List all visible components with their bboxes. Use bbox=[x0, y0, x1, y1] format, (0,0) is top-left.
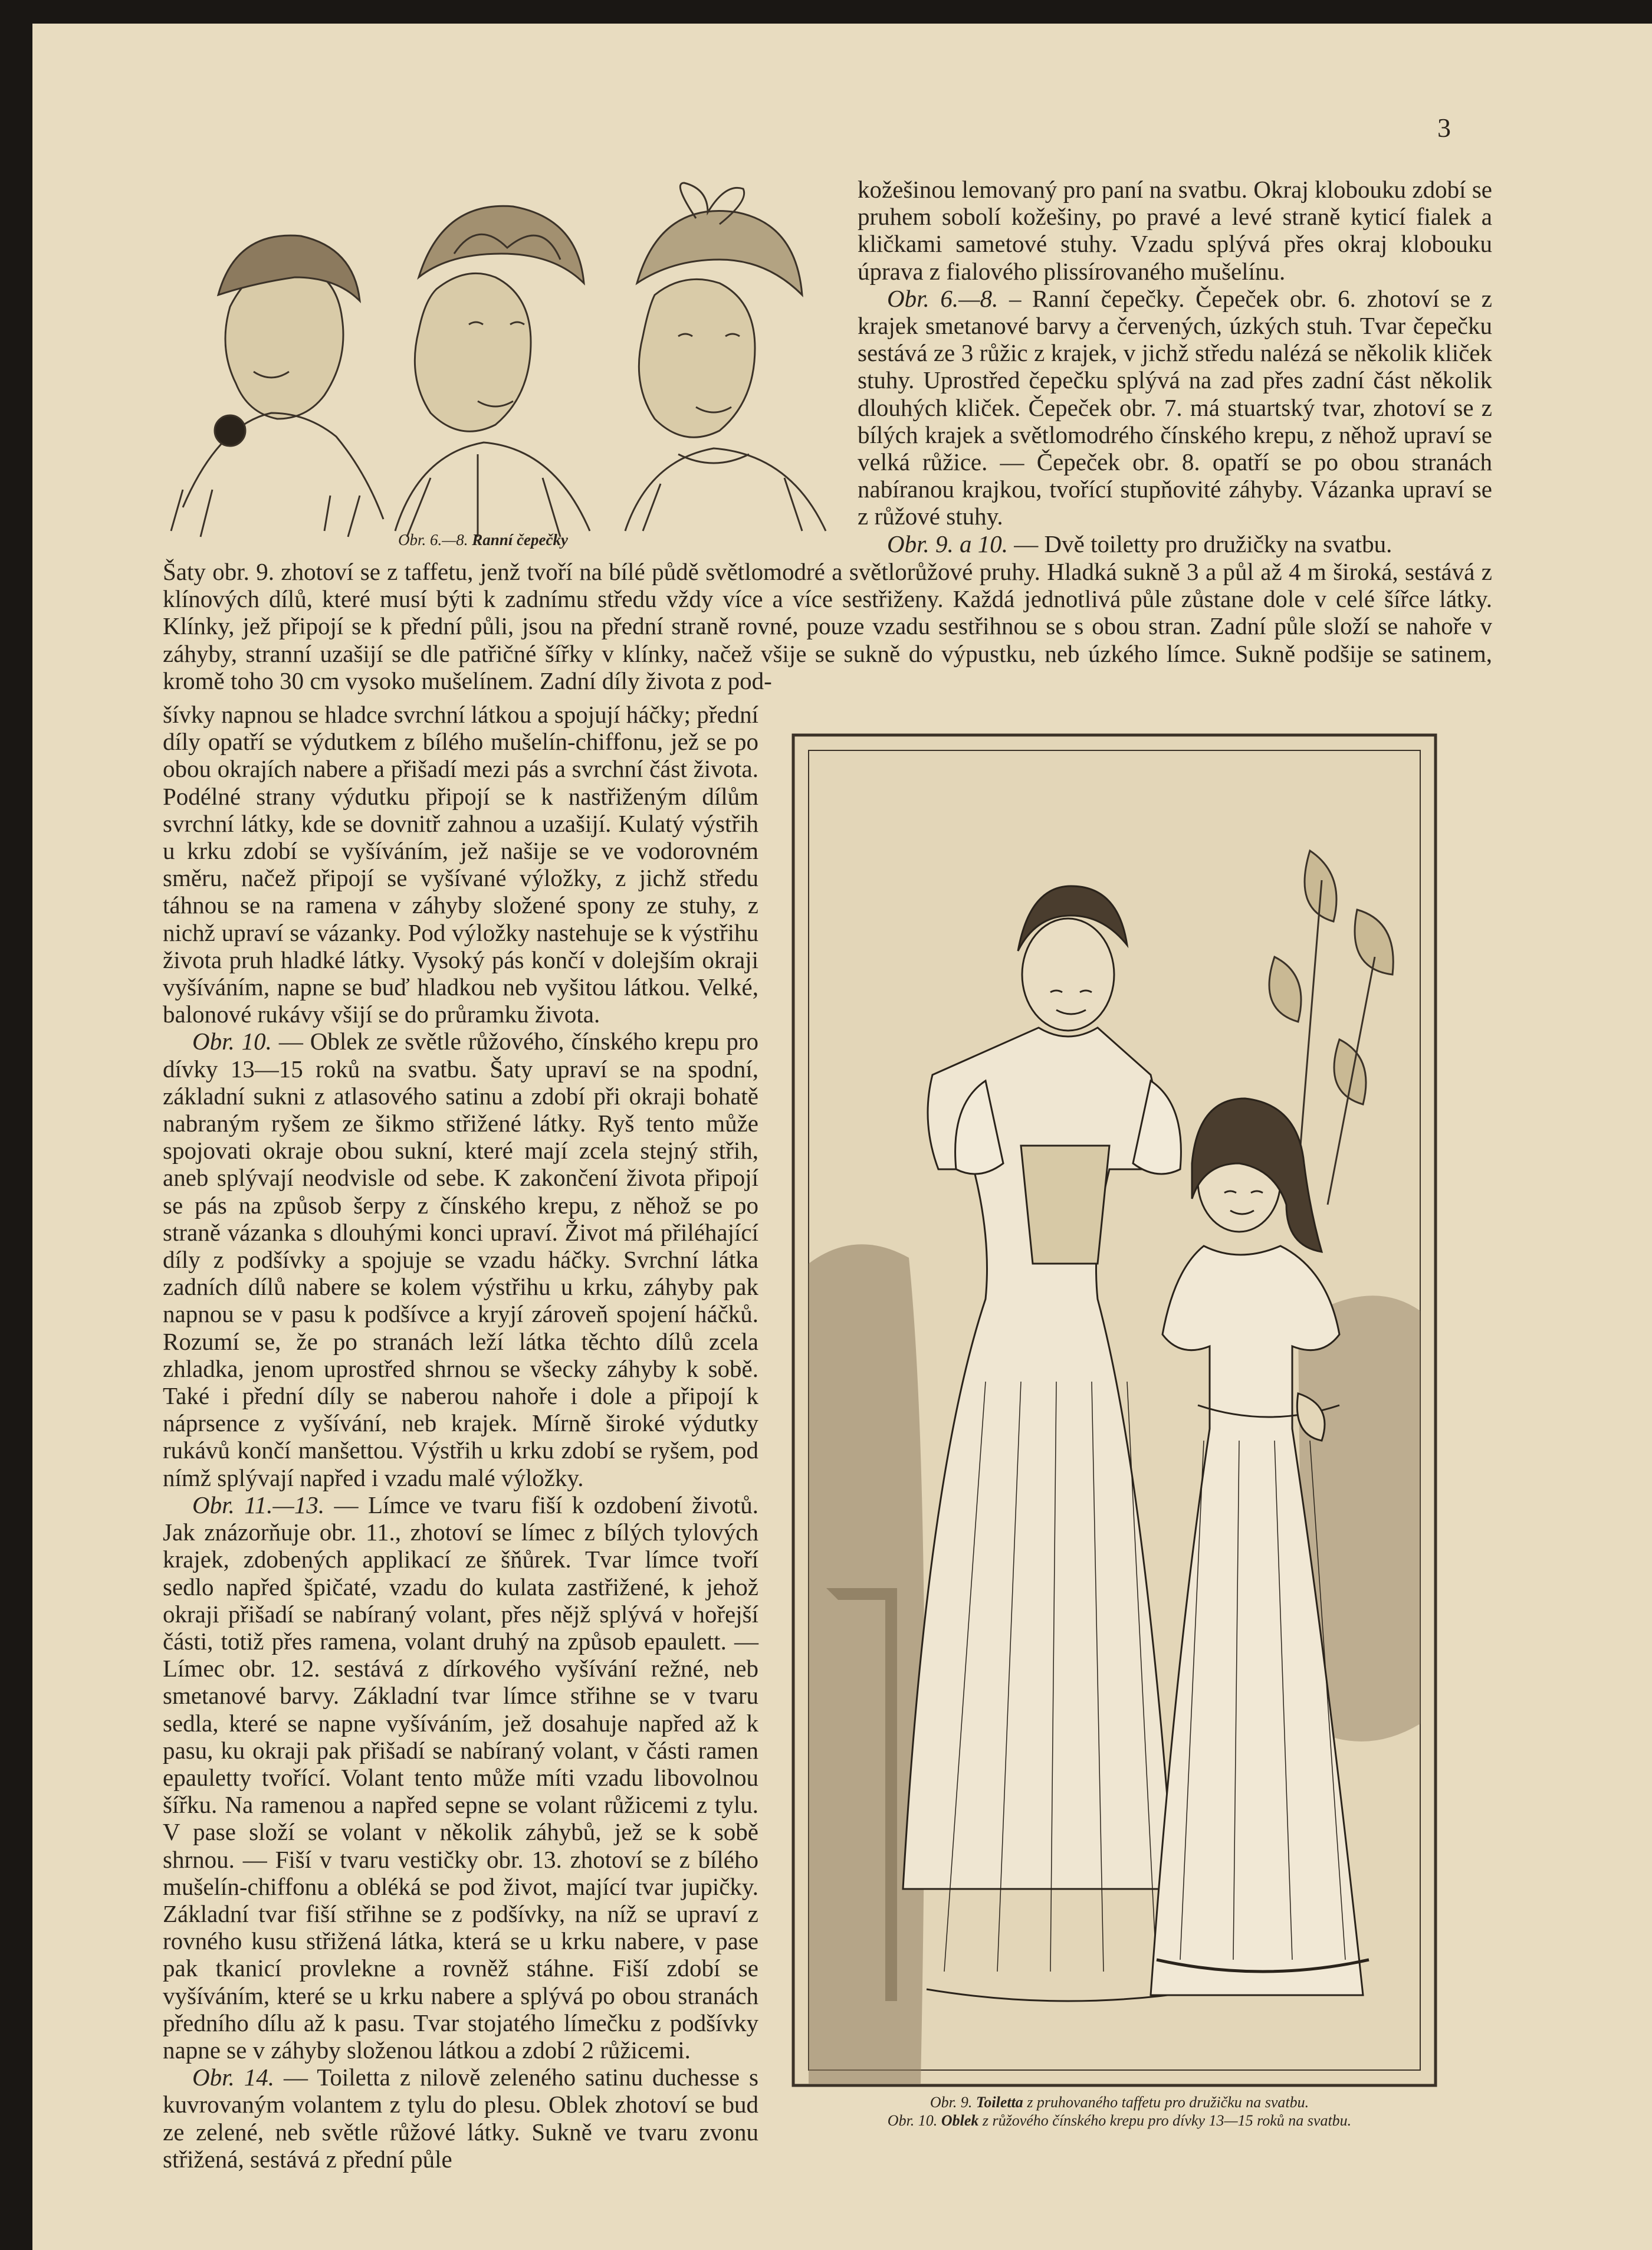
obr9-10-text: — Dvě toiletty pro družičky na svatbu. bbox=[1008, 530, 1392, 557]
caption-figure-6-8 bbox=[398, 531, 568, 549]
page-number: 3 bbox=[1437, 113, 1451, 143]
caption-figure-9-10 bbox=[800, 2093, 1438, 2130]
obr14-text: — Toiletta z nilově zeleného satinu duchesse s kuvrovaným volantem z tylu do plesu. Oblek zhotoví se bud ze zelené, neb světle růžové látky. Sukně ve tvaru zvonu střižená, sestává z přední půle bbox=[163, 2064, 758, 2173]
obr10-paragraph bbox=[163, 1028, 758, 1491]
obr10-text: — Oblek ze světle růžového, čínského krepu pro dívky 13—15 roků na svatbu. Šaty upraví se na spodní, základní sukni z atlasového satinu a zdobí při okraji bohatě nabraným ryšem ze šikmo střižené látky. Ryš tento může spojovati okraje obou sukní, které mají zcela stejný střih, aneb splývají neodvisle od sebe. K zakončení života připojí se pás na způsob šerpy z čínského krepu, z něhož se po straně vázanka s dlouhými konci upraví. Život má přiléhající díly z podšívky a spojuje se vzadu háčky. Svrchní látka zadních dílů nabere se kolem výstřihu u krku, záhyby pak napnou se v pasu k podšívce a kryjí zároveň spojení háčků. Rozumí se, že po stranách leží látka těchto dílů zcela zhladka, jenom uprostřed shrnou se všecky záhyby k sobě. Také i přední díly se naberou nahoře i dole a připojí k náprsence z vyšívání, neb krajek. Mírně široké výdutky rukávů končí manšettou. Výstřih u krku zdobí se ryšem, pod nímž splývají napřed i vzadu malé výložky. bbox=[163, 1028, 758, 1491]
figure-morning-caps bbox=[147, 177, 843, 560]
obr9-10-label: Obr. 9. a 10. bbox=[887, 530, 1009, 557]
cap-portrait-8 bbox=[625, 183, 826, 531]
caption-caps-bold: Ranní čepečky bbox=[472, 531, 568, 549]
caption-dress-2-bold: Oblek bbox=[941, 2112, 979, 2129]
caption-line-2 bbox=[800, 2111, 1438, 2130]
caption-dress-1-rest: z pruhovaného taffetu pro družičku na svatbu. bbox=[1023, 2094, 1309, 2111]
obr14-paragraph bbox=[163, 2064, 758, 2173]
obr6-8-label: Obr. 6.—8. bbox=[887, 284, 999, 312]
caption-line-1 bbox=[800, 2093, 1438, 2111]
full-width-paragraph: Šaty obr. 9. zhotoví se z taffetu, jenž tvoří na bílé půdě světlomodré a světlorůžové pruhy. Hladká sukně 3 a půl až 4 m široká, sestává z klínových dílů, které musí býti k zadnímu středu vždy více a více sestřiženy. Každá jednotlivá půle zůstane dole v celé šířce látky. Klínky, jež připojí se k přední půli, jsou na přední straně rovné, pouze vzadu sestřihnou se s obou stran. Zadní půle složí se nahoře v záhyby, stranní uzašijí se dle patřičné šířky v klínky, načež všije se sukně do výpustku, neb úzkého límce. Sukně podšije se satinem, kromě toho 30 cm vysoko mušelínem. Zadní díly života z pod- bbox=[163, 558, 1492, 694]
caption-dress-2-rest: z růžového čínského krepu pro dívky 13—15 roků na svatbu. bbox=[978, 2112, 1352, 2129]
intro-paragraph: kožešinou lemovaný pro paní na svatbu. Okraj klobouku zdobí se pruhem sobolí kožešiny, po pravé a levé straně kyticí fialek a kličkami sametové stuhy. Vzadu splývá přes okraj klobouku úprava z fialového plissírovaného mušelínu. bbox=[858, 176, 1492, 285]
obr14-label: Obr. 14. bbox=[192, 2064, 274, 2091]
figure-bridesmaid-dresses bbox=[791, 733, 1438, 2088]
caption-dress-1-bold: Toiletta bbox=[976, 2094, 1023, 2111]
obr11-13-label: Obr. 11.—13. bbox=[192, 1491, 325, 1518]
left-column-paragraph-1: šívky napnou se hladce svrchní látkou a spojují háčky; přední díly opatří se výdutkem z bílého mušelín-chiffonu, jež se po obou okrajích nabere a přišadí mezi pás a svrchní část života. Podélné strany výdutku připojí se k nastřiženým dílům svrchní látky, kde se dovnitř zahnou a uzašijí. Kulatý výstřih u krku zdobí se vyšíváním, jež našije se ve vodorovném směru, načež připojí se vyšívané výložky, z jichž středu táhnou se na ramena v záhyby složené spony ze stuhy, z nichž upraví se vázanky. Pod výložky nastehuje se k výstřihu života pruh hladké látky. Vysoký pás končí v dolejším okraji vyšíváním, napne se buď hladkou neb vyšitou látkou. Velké, balonové rukávy všijí se do průramku života. bbox=[163, 701, 758, 1028]
obr11-13-paragraph bbox=[163, 1491, 758, 2064]
obr6-8-paragraph bbox=[858, 285, 1492, 530]
magazine-page bbox=[32, 24, 1652, 2250]
caption-dress-2-prefix: Obr. 10. bbox=[887, 2112, 941, 2129]
intro-column bbox=[858, 176, 1492, 557]
caption-caps-prefix: Obr. 6.—8. bbox=[398, 531, 472, 549]
caption-dress-1-prefix: Obr. 9. bbox=[930, 2094, 976, 2111]
obr10-label: Obr. 10. bbox=[192, 1028, 272, 1055]
obr6-8-text: – Ranní čepečky. Čepeček obr. 6. zhotoví se z krajek smetanové barvy a červených, úzkých stuh. Tvar čepečku sestává ze 3 růžic z krajek, v jichž středu nalézá se několik kliček stuhy. Uprostřed čepečku splývá na zad přes zadní část několik dlouhých kliček. Čepeček obr. 7. má stuartský tvar, zhotoví se z bílých krajek a světlomodrého čínského krepu, z něhož upraví se velká růžice. — Čepeček obr. 8. opatří se po obou stranách nabíranou krajkou, tvořící stupňovité záhyby. Vázanka upraví se z růžové stuhy. bbox=[858, 284, 1492, 530]
cap-portrait-6 bbox=[171, 235, 383, 537]
left-column bbox=[163, 701, 758, 2173]
cap-portrait-7 bbox=[395, 206, 590, 537]
obr11-13-text: — Límce ve tvaru fiší k ozdobení životů. Jak znázorňuje obr. 11., zhotoví se límec z bílých tylových krajek, zdobených applikací ze šňůrek. Tvar límce tvoří sedlo napřed špičaté, vzadu do kulata zastřižené, k jehož okraji přišadí se nabíraný volant, přes nějž splývá v hořejší části, totiž přes ramena, volant druhý na způsob epaulett. — Límec obr. 12. sestává z dírkového vyšívání režné, neb smetanové barvy. Základní tvar límce střihne se v tvaru sedla, které se napne vyšíváním, jež dosahuje napřed až k pasu, ku okraji pak přišadí se nabíraný volant, v části ramen epauletty tvořící. Volant tento může míti vzadu libovolnou šířku. Na ramenou a napřed sepne se volant růžicemi z tylu. V pase složí se volant v několik záhybů, jež se k sobě shrnou. — Fiší v tvaru vestičky obr. 13. zhotoví se z bílého mušelín-chiffonu a obléká se pod život, mající tvar jupičky. Základní tvar fiší střihne se z podšívky, na níž se upraví z rovného kusu střižená látka, která se u krku nabere, v pase pak tkanicí provlekne a rovněž stáhne. Fiší zdobí se vyšíváním, které se u krku nabere a splývá po obou stranách předního dílu až k pasu. Tvar stojatého límečku z podšívky napne se v záhyby složenou látkou a zdobí 2 růžicemi. bbox=[163, 1491, 758, 2064]
obr9-10-paragraph bbox=[858, 530, 1492, 557]
drapery-left bbox=[809, 1244, 925, 2084]
